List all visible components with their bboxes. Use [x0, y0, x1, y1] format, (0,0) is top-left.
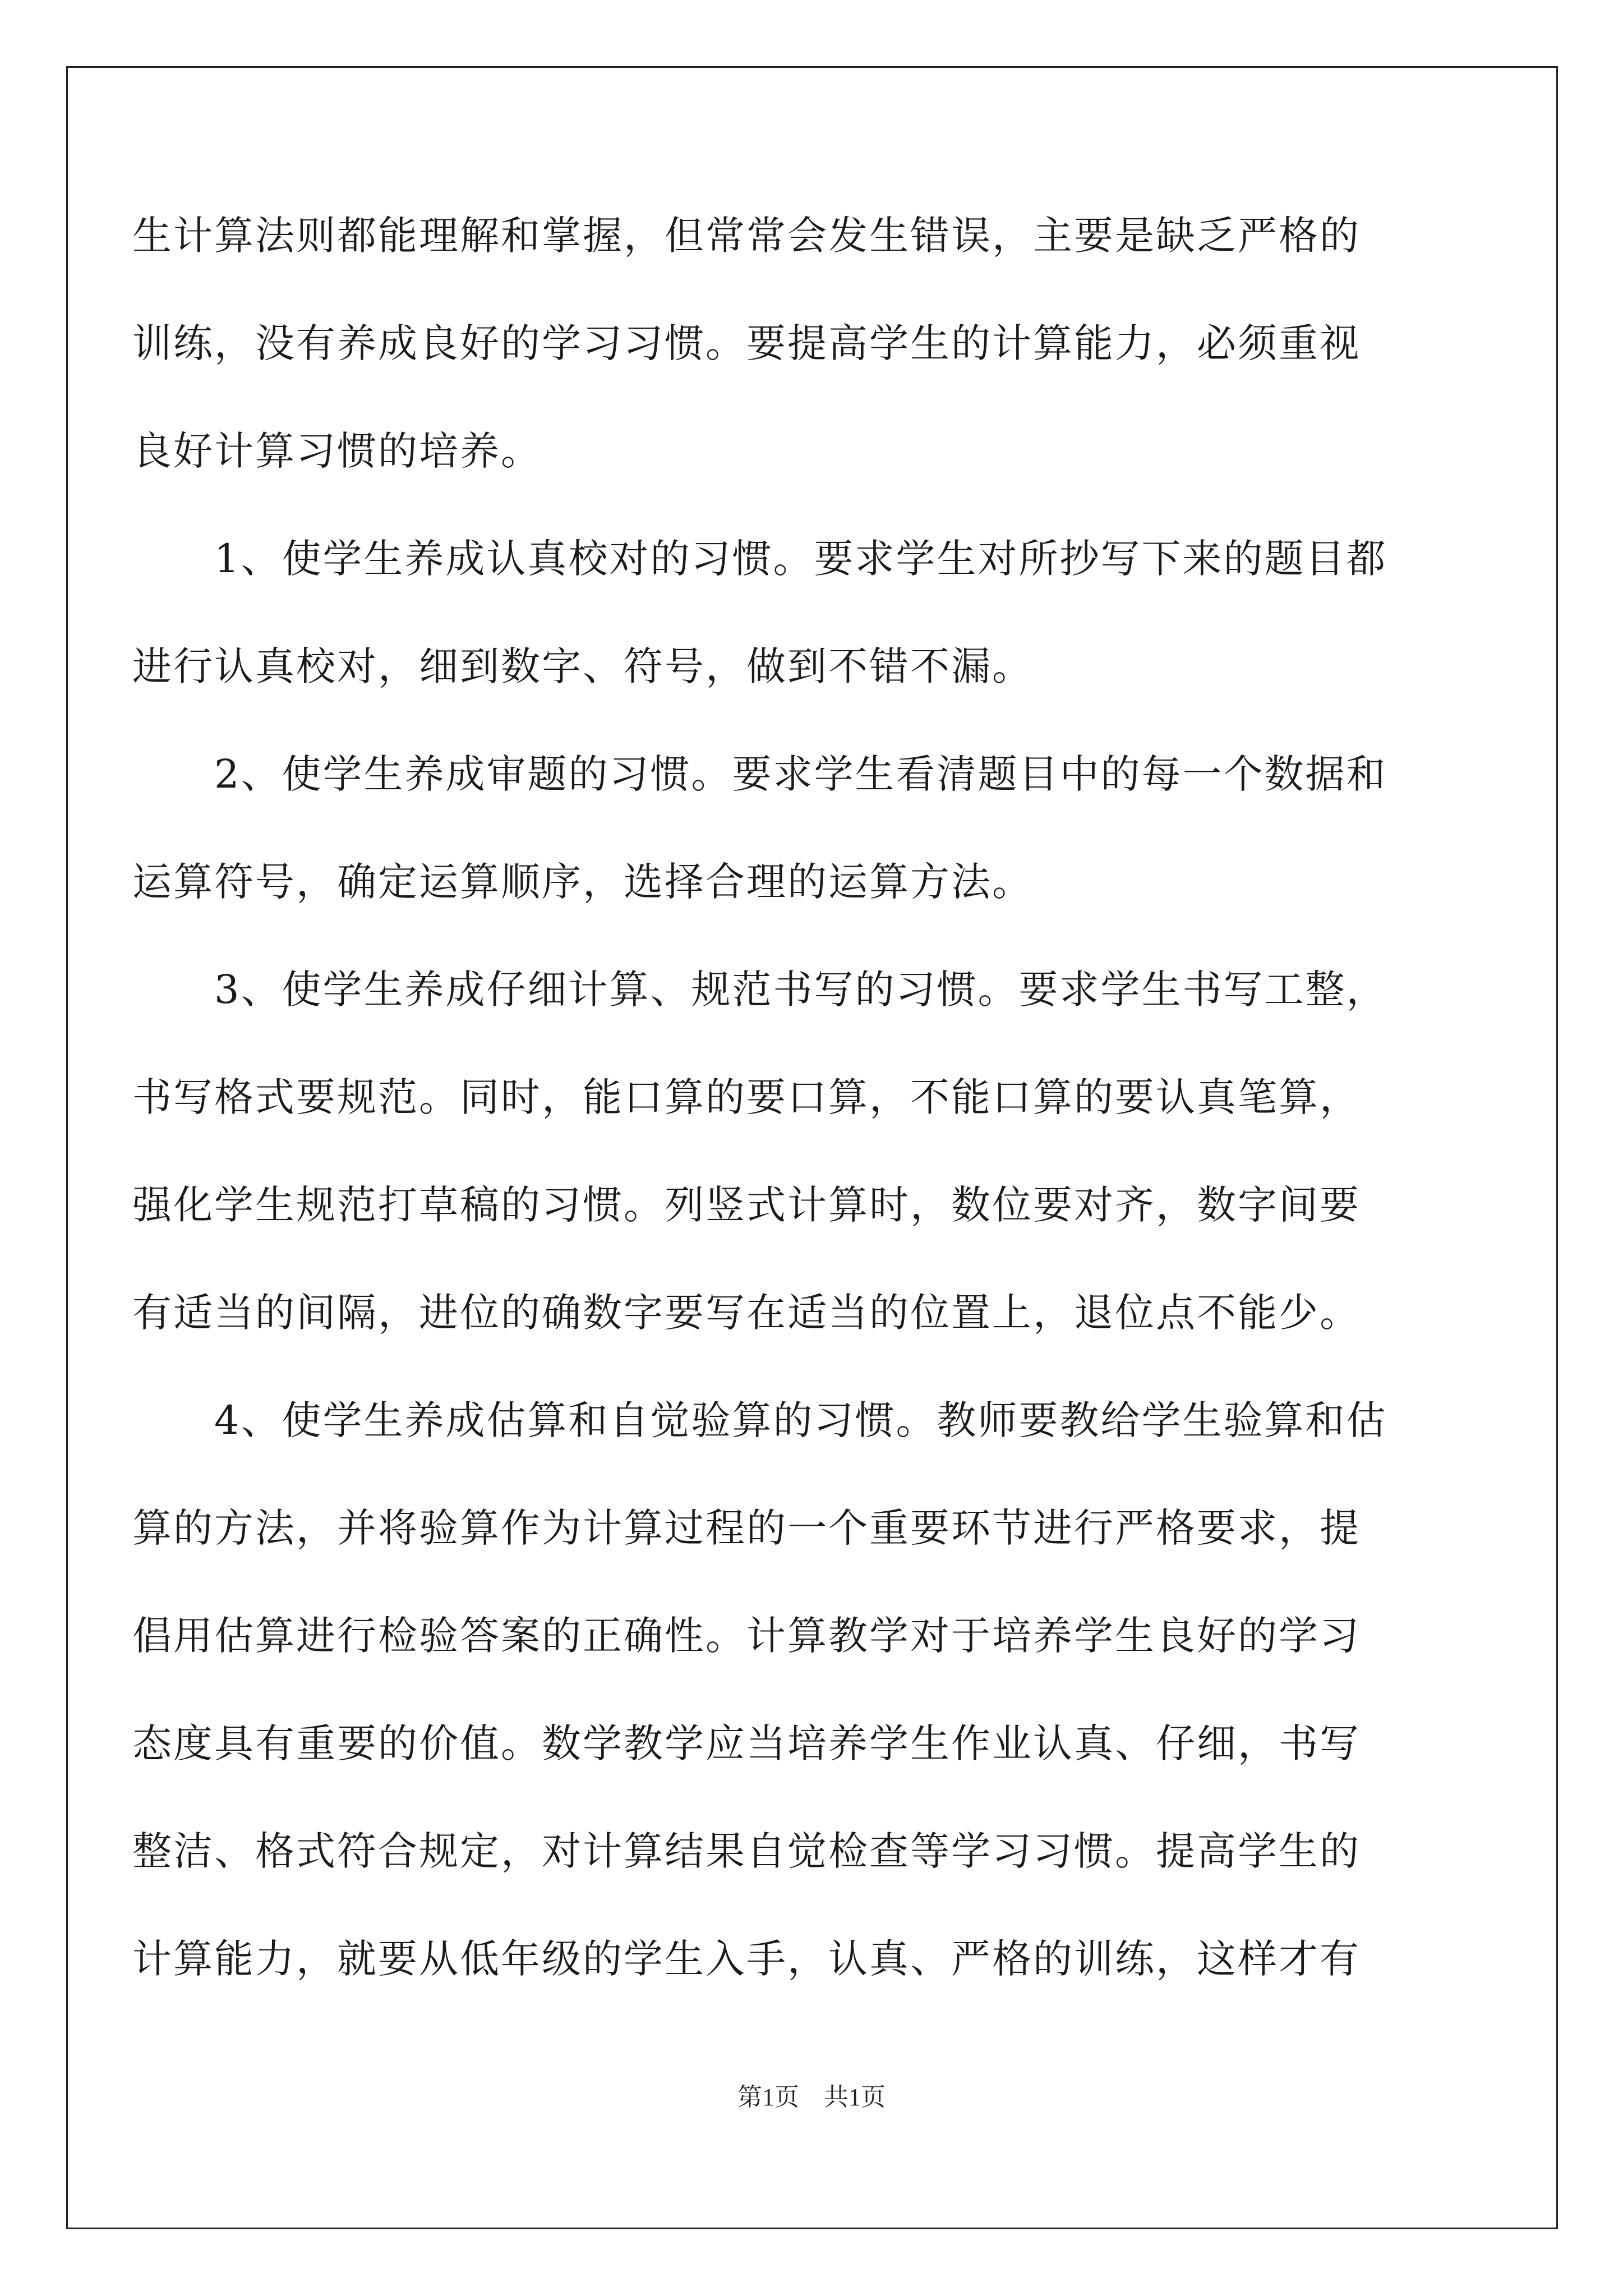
document-body	[132, 213, 1501, 2047]
text-line: 进行认真校对，细到数字、符号，做到不错不漏。	[132, 643, 1033, 689]
text-line: 整洁、格式符合规定，对计算结果自觉检查等学习习惯。提高学生的	[132, 1828, 1361, 1874]
text-line: 态度具有重要的价值。数学教学应当培养学生作业认真、仔细，书写	[132, 1720, 1361, 1766]
text-line: 2、使学生养成审题的习惯。要求学生看清题目中的每一个数据和	[132, 751, 1387, 797]
text-line: 强化学生规范打草稿的习惯。列竖式计算时，数位要对齐，数字间要	[132, 1182, 1361, 1228]
text-line: 生计算法则都能理解和掌握，但常常会发生错误，主要是缺乏严格的	[132, 213, 1361, 259]
text-line: 4、使学生养成估算和自觉验算的习惯。教师要教给学生验算和估	[132, 1397, 1387, 1443]
text-line: 倡用估算进行检验答案的正确性。计算教学对于培养学生良好的学习	[132, 1613, 1361, 1659]
text-line: 有适当的间隔，进位的确数字要写在适当的位置上，退位点不能少。	[132, 1290, 1361, 1336]
text-line: 1、使学生养成认真校对的习惯。要求学生对所抄写下来的题目都	[132, 536, 1387, 582]
text-line: 算的方法，并将验算作为计算过程的一个重要环节进行严格要求，提	[132, 1505, 1361, 1551]
text-line: 书写格式要规范。同时，能口算的要口算，不能口算的要认真笔算，	[132, 1074, 1361, 1120]
text-line: 计算能力，就要从低年级的学生入手，认真、严格的训练，这样才有	[132, 1936, 1361, 1982]
text-line: 良好计算习惯的培养。	[132, 428, 542, 474]
text-line: 运算符号，确定运算顺序，选择合理的运算方法。	[132, 859, 1033, 905]
text-line: 训练，没有养成良好的学习习惯。要提高学生的计算能力，必须重视	[132, 320, 1361, 366]
text-line: 3、使学生养成仔细计算、规范书写的习惯。要求学生书写工整，	[132, 967, 1387, 1013]
page-number-footer: 第1页 共1页	[737, 2083, 886, 2111]
